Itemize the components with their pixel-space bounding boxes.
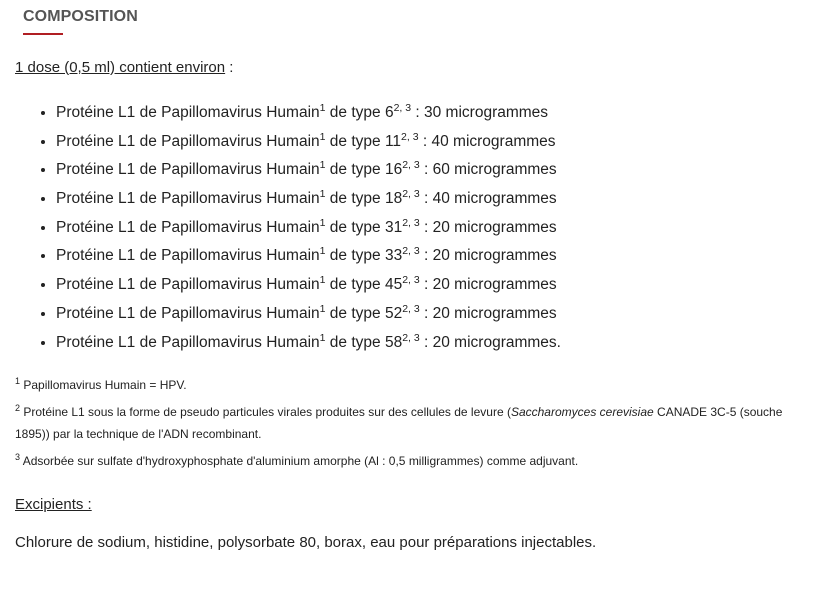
dose-amount: : 20 microgrammes [419, 218, 557, 236]
protein-name: Protéine L1 de Papillomavirus Humain [56, 247, 320, 265]
protein-footnote-mark: 1 [319, 159, 326, 172]
type-label: de type [325, 218, 385, 236]
composition-item [56, 328, 561, 357]
footnote-1-text: Papillomavirus Humain = HPV. [20, 378, 187, 392]
composition-item [56, 299, 561, 328]
protein-name: Protéine L1 de Papillomavirus Humain [56, 104, 320, 121]
dose-intro-suffix: : [225, 59, 234, 76]
type-label: de type [325, 247, 385, 265]
dose-intro [15, 58, 233, 78]
protein-footnote-mark: 1 [319, 188, 326, 201]
dose-amount: : 30 microgrammes [411, 104, 549, 121]
footnote-2-text-before: Protéine L1 sous la forme de pseudo particules virales produites sur des cellules de levure ( [20, 405, 511, 419]
dose-amount: : 20 microgrammes. [419, 333, 561, 351]
protein-name: Protéine L1 de Papillomavirus Humain [56, 304, 320, 322]
protein-name: Protéine L1 de Papillomavirus Humain [56, 190, 320, 208]
footnote-3-text: Adsorbée sur sulfate d'hydroxyphosphate d'aluminium amorphe (Al : 0,5 milligrammes) comme adjuvant. [20, 454, 579, 468]
protein-footnote-mark: 1 [319, 302, 326, 315]
dose-amount: : 40 microgrammes [419, 190, 557, 208]
footnote-2-species: Saccharomyces cerevisiae [510, 405, 654, 419]
hpv-type-number: 58 [384, 333, 403, 351]
protein-footnote-mark: 1 [319, 216, 326, 229]
footnote-2-text-after: CANADE 3C-5 (souche 1895)) par la technique de l'ADN recombinant. [15, 405, 783, 441]
title-underline [23, 33, 63, 35]
composition-item [56, 184, 561, 213]
type-label: de type [325, 104, 385, 121]
type-label: de type [325, 190, 385, 208]
protein-footnote-mark: 1 [319, 274, 326, 287]
hpv-type-number: 33 [384, 247, 403, 265]
hpv-type-number: 31 [384, 218, 403, 236]
footnote-2 [15, 401, 795, 445]
footnote-1-mark: 1 [15, 376, 21, 386]
type-label: de type [325, 132, 385, 150]
footnote-1 [15, 374, 795, 396]
section-title: COMPOSITION [23, 8, 138, 25]
hpv-type-number: 16 [384, 161, 403, 179]
dose-amount: : 40 microgrammes [418, 132, 556, 150]
excipients-text: Chlorure de sodium, histidine, polysorbate 80, borax, eau pour préparations injectables. [15, 534, 597, 551]
dose-amount: : 60 microgrammes [419, 161, 557, 179]
protein-footnote-mark: 1 [319, 102, 326, 114]
type-footnote-marks: 2, 3 [402, 302, 420, 315]
type-label: de type [325, 304, 385, 322]
excipients-title[interactable]: Excipients : [15, 496, 92, 513]
type-footnote-marks: 2, 3 [402, 245, 420, 258]
composition-item [56, 213, 561, 242]
composition-list [15, 98, 561, 356]
footnote-3-mark: 3 [15, 452, 21, 462]
type-footnote-marks: 2, 3 [402, 159, 420, 172]
protein-footnote-mark: 1 [319, 331, 326, 344]
section-header [23, 6, 138, 35]
hpv-type-number: 52 [384, 304, 403, 322]
type-footnote-marks: 2, 3 [402, 274, 420, 287]
type-label: de type [325, 276, 385, 294]
composition-item [56, 98, 561, 127]
protein-name: Protéine L1 de Papillomavirus Humain [56, 218, 320, 236]
composition-item [56, 241, 561, 270]
dose-amount: : 20 microgrammes [419, 247, 557, 265]
hpv-type-number: 18 [384, 190, 403, 208]
type-label: de type [325, 333, 385, 351]
footnote-2-mark: 2 [15, 403, 21, 413]
protein-footnote-mark: 1 [319, 245, 326, 258]
type-footnote-marks: 2, 3 [402, 331, 420, 344]
protein-name: Protéine L1 de Papillomavirus Humain [56, 161, 320, 179]
protein-name: Protéine L1 de Papillomavirus Humain [56, 333, 320, 351]
type-footnote-marks: 2, 3 [393, 102, 412, 114]
dose-amount: : 20 microgrammes [419, 304, 557, 322]
hpv-type-number: 6 [384, 104, 394, 121]
type-footnote-marks: 2, 3 [402, 188, 420, 201]
hpv-type-number: 11 [384, 132, 402, 150]
type-footnote-marks: 2, 3 [401, 130, 419, 143]
protein-footnote-mark: 1 [319, 130, 326, 143]
footnote-3 [15, 450, 795, 472]
dose-link[interactable]: 1 dose (0,5 ml) contient environ [15, 59, 226, 76]
composition-item [56, 155, 561, 184]
type-label: de type [325, 161, 385, 179]
hpv-type-number: 45 [384, 276, 403, 294]
footnotes [15, 374, 795, 477]
composition-item [56, 270, 561, 299]
composition-item [56, 127, 561, 156]
protein-name: Protéine L1 de Papillomavirus Humain [56, 276, 320, 294]
protein-name: Protéine L1 de Papillomavirus Humain [56, 132, 320, 150]
dose-amount: : 20 microgrammes [419, 276, 557, 294]
type-footnote-marks: 2, 3 [402, 216, 420, 229]
